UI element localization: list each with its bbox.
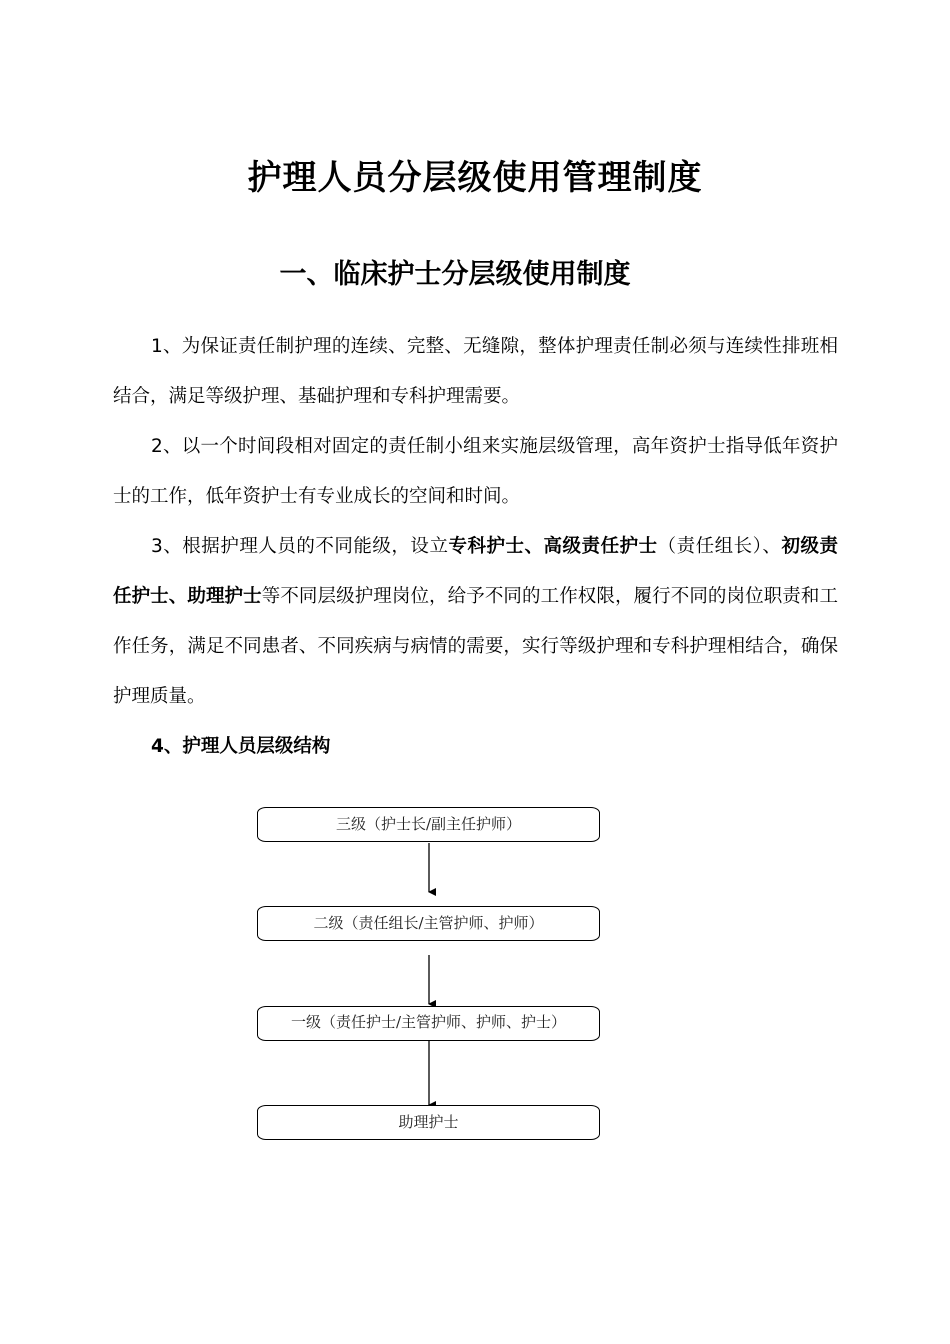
level2-box: 二级（责任组长/主管护师、护师） <box>257 906 600 941</box>
paragraph-3-bold-1: 专科护士、高级责任护士 <box>448 536 658 557</box>
paragraph-3-text-1: 3、根据护理人员的不同能级，设立 <box>151 536 449 557</box>
paragraph-3-text-3: 等不同层级护理岗位，给予不同的工作权限，履行不同的岗位职责和工作任务，满足不同患者、不同疾病与病情的需要，实行等级护理和专科护理相结合，确保护理质量。 <box>113 586 838 707</box>
paragraph-3-text-2: （责任组长）、 <box>657 536 782 557</box>
level1-box: 一级（责任护士/主管护师、护师、护士） <box>257 1006 600 1041</box>
section-heading: 一、临床护士分层级使用制度 <box>279 259 631 290</box>
document-title: 护理人员分层级使用管理制度 <box>247 158 703 198</box>
paragraph-1: 1、为保证责任制护理的连续、完整、无缝隙，整体护理责任制必须与连续性排班相结合，满足等级护理、基础护理和专科护理需要。 <box>113 336 838 407</box>
paragraph-3-bold-2: 初级责任护士、助理护士 <box>113 536 838 607</box>
paragraph-4-heading: 4、护理人员层级结构 <box>151 736 331 757</box>
assistant-box: 助理护士 <box>257 1105 600 1140</box>
level3-box: 三级（护士长/副主任护师） <box>257 807 600 842</box>
paragraph-2: 2、以一个时间段相对固定的责任制小组来实施层级管理，高年资护士指导低年资护士的工作，低年资护士有专业成长的空间和时间。 <box>113 436 838 507</box>
